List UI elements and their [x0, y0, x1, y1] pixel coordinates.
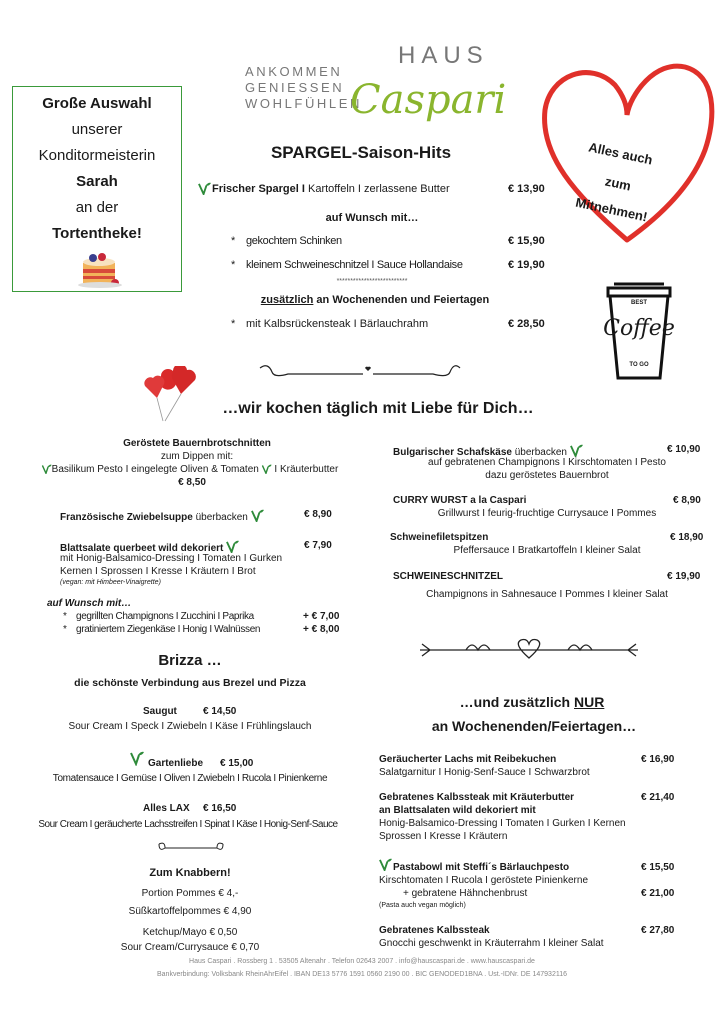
vegetarian-leaf-icon [570, 444, 583, 457]
price: + € 8,00 [303, 624, 340, 635]
dish-desc: Sour Cream I geräucherte Lachsstreifen I Spinat I Käse I Honig-Senf-Sauce [38, 819, 338, 830]
dish-name: Geräucherter Lachs mit Reibekuchen [379, 754, 557, 765]
footer-address: Haus Caspari . Rossberg 1 . 53505 Altenahr . Telefon 02643 2007 . info@hauscaspari.de . www.hauscaspari.de [189, 958, 535, 965]
dish-desc [42, 464, 339, 476]
snack-item: Sour Cream/Currysauce € 0,70 [120, 942, 260, 953]
option-text: gratiniertem Ziegenkäse I Honig I Walnüssen [76, 624, 261, 635]
price: € 19,90 [508, 259, 545, 271]
dish-name: SCHWEINESCHNITZEL [393, 571, 503, 582]
option-text: gekochtem Schinken [246, 235, 342, 247]
logo-caspari: Caspari [350, 77, 507, 123]
dish-name: Blattsalate querbeet wild dekoriert [60, 543, 224, 554]
price: € 8,90 [304, 509, 332, 520]
vegetarian-leaf-icon [262, 464, 272, 474]
logo-tagline: WOHLFÜHLEN [245, 96, 363, 111]
dish-line [60, 509, 264, 524]
weekend-title [460, 694, 605, 711]
desc-part: I Kräuterbutter [271, 464, 339, 475]
price: € 27,80 [641, 925, 675, 936]
bullet-star: * [231, 259, 236, 271]
takeaway-line: zum [603, 173, 633, 194]
dish-desc: Gnocchi geschwenkt in Kräuterrahm I kleiner Salat [379, 938, 604, 949]
dish-name: an Blattsalaten wild dekoriert mit [379, 805, 536, 816]
dish-desc: mit Honig-Balsamico-Dressing I Tomaten I Gurken [60, 553, 283, 564]
promo-line: Tortentheke! [52, 225, 142, 242]
takeaway-line: Alles auch [587, 139, 654, 168]
logo-tagline: GENIESSEN [245, 80, 345, 95]
vegetarian-leaf-icon [379, 858, 392, 871]
title-part: …und zusätzlich [459, 694, 574, 710]
price: € 8,90 [673, 495, 701, 506]
option-text: mit Kalbsrückensteak I Bärlauchrahm [246, 318, 429, 330]
dish-note: (Pasta auch vegan möglich) [379, 902, 466, 909]
logo-tagline: ANKOMMEN [245, 64, 343, 79]
promo-line: unserer [71, 121, 123, 138]
dish-name: Schweinefiletspitzen [390, 532, 489, 543]
addon-text: + gebratene Hähnchenbrust [403, 888, 528, 899]
vegetarian-leaf-icon [251, 509, 264, 522]
dish-desc: Pfeffersauce I Bratkartoffeln I kleiner Salat [453, 545, 641, 556]
weekend-rest: an Wochenenden und Feiertagen [313, 294, 490, 306]
price: € 15,90 [508, 235, 545, 247]
coffee-cup-icon [600, 278, 678, 380]
snack-item: Portion Pommes € 4,- [141, 888, 239, 899]
snack-item: Ketchup/Mayo € 0,50 [142, 927, 238, 938]
dish-desc: auf gebratenen Champignons I Kirschtomaten I Pesto [428, 457, 666, 468]
price: € 19,90 [667, 571, 701, 582]
price: € 7,90 [304, 540, 332, 551]
heart-balloons-icon [143, 366, 198, 422]
promo-line: an der [75, 199, 119, 216]
wunsch-label: auf Wunsch mit… [47, 598, 132, 609]
price: € 8,50 [178, 477, 206, 488]
weekend-underlined: zusätzlich [260, 294, 314, 306]
spargel-main [212, 183, 450, 196]
dish-name: Frischer Spargel I [212, 183, 305, 195]
dish-desc: Honig-Balsamico-Dressing I Tomaten I Gurken I Kernen [379, 818, 626, 829]
promo-line: Konditormeisterin [38, 147, 156, 164]
dish-desc: Sour Cream I Speck I Zwiebeln I Käse I Frühlingslauch [68, 721, 312, 732]
cake-icon [75, 249, 125, 289]
dish-desc: Tomatensauce I Gemüse I Oliven I Zwiebeln I Rucola I Pinienkerne [52, 773, 328, 784]
price: € 21,00 [641, 888, 675, 899]
promo-line: Große Auswahl [42, 95, 152, 112]
dish-desc: Grillwurst I feurig-fruchtige Currysauce I Pommes [437, 508, 657, 519]
dish-name: Alles LAX [143, 803, 190, 814]
price: € 15,50 [641, 862, 675, 873]
wunsch-label: auf Wunsch mit… [325, 212, 419, 224]
dish-name: Gebratenes Kalbssteak mit Kräuterbutter [379, 792, 575, 803]
brizza-title: Brizza … [158, 652, 222, 669]
dish-name: Pastabowl mit Steffi´s Bärlauchpesto [393, 862, 570, 873]
spargel-title: SPARGEL-Saison-Hits [270, 143, 452, 162]
vegetarian-leaf-icon [42, 464, 52, 474]
dish-desc: Sprossen I Kresse I Kräutern [379, 831, 508, 842]
knabbern-title: Zum Knabbern! [149, 867, 231, 879]
weekend-label [261, 294, 489, 307]
dish-name: Bulgarischer Schafskäse [393, 447, 512, 458]
brizza-subtitle: die schönste Verbindung aus Brezel und Pizza [74, 677, 306, 689]
takeaway-line: Mitnehmen! [574, 194, 649, 225]
heart-flourish-divider [258, 360, 462, 384]
option-text: gegrillten Champignons I Zucchini I Paprika [76, 611, 254, 622]
price: € 16,90 [641, 754, 675, 765]
bullet-star: * [63, 624, 67, 635]
dish-desc: Kirschtomaten I Rucola I geröstete Pinienkerne [379, 875, 588, 886]
price: € 28,50 [508, 318, 545, 330]
snack-item: Süßkartoffelpommes € 4,90 [128, 906, 252, 917]
price: € 21,40 [641, 792, 675, 803]
footer-bank: Bankverbindung: Volksbank RheinAhrEifel . IBAN DE13 5776 1591 0560 2190 00 . BIC GENODED1BNA . Ust.-IDNr. DE 147932116 [157, 971, 567, 978]
vegetarian-leaf-icon [198, 182, 211, 195]
price: € 13,90 [508, 183, 545, 195]
logo-haus: HAUS [398, 42, 489, 69]
desc-part: Basilikum Pesto I eingelegte Oliven & Tomaten [51, 464, 259, 475]
dish-desc: dazu geröstetes Bauernbrot [485, 470, 609, 481]
vegetarian-leaf-icon [226, 540, 239, 553]
coffee-word: Coffee [603, 316, 675, 341]
dish-sub: zum Dippen mit: [160, 451, 234, 462]
dish-desc: Kernen I Sprossen I Kresse I Kräutern I Brot [60, 566, 256, 577]
dish-name: Französische Zwiebelsuppe [60, 512, 193, 523]
price: € 18,90 [670, 532, 704, 543]
bullet-star: * [231, 235, 236, 247]
dish-name: Saugut [143, 706, 177, 717]
dish-note: (vegan: mit Himbeer-Vinaigrette) [60, 579, 161, 586]
option-text: kleinem Schweineschnitzel I Sauce Hollandaise [246, 259, 463, 271]
leaf-flourish-divider [155, 840, 227, 856]
vegetarian-leaf-icon [130, 750, 144, 766]
dish-name: CURRY WURST a la Caspari [393, 495, 527, 506]
title-nur: NUR [574, 694, 605, 710]
dish-desc: Salatgarnitur I Honig-Senf-Sauce I Schwarzbrot [379, 767, 590, 778]
dish-name: Geröstete Bauernbrotschnitten [123, 438, 271, 449]
headline: …wir kochen täglich mit Liebe für Dich… [222, 400, 534, 417]
price: € 16,50 [203, 803, 237, 814]
bullet-star: * [63, 611, 67, 622]
heart-vine-divider [416, 636, 642, 664]
price: + € 7,00 [303, 611, 340, 622]
dish-extra: überbacken [511, 447, 567, 458]
coffee-top-label: BEST [630, 300, 648, 306]
coffee-bottom-label: TO GO [629, 362, 649, 368]
bullet-star: * [231, 318, 236, 330]
dish-name: Gartenliebe [148, 758, 204, 769]
promo-box [12, 86, 182, 292]
weekend-title-2: an Wochenenden/Feiertagen… [431, 718, 637, 734]
separator: ************************** [336, 278, 408, 285]
promo-line: Sarah [76, 173, 118, 190]
dish-desc: Kartoffeln I zerlassene Butter [304, 183, 450, 195]
dish-extra: überbacken [192, 512, 248, 523]
price: € 15,00 [220, 758, 254, 769]
dish-name: Gebratenes Kalbssteak [379, 925, 490, 936]
price: € 14,50 [203, 706, 237, 717]
price: € 10,90 [667, 444, 701, 455]
dish-desc: Champignons in Sahnesauce I Pommes I kleiner Salat [426, 589, 668, 600]
